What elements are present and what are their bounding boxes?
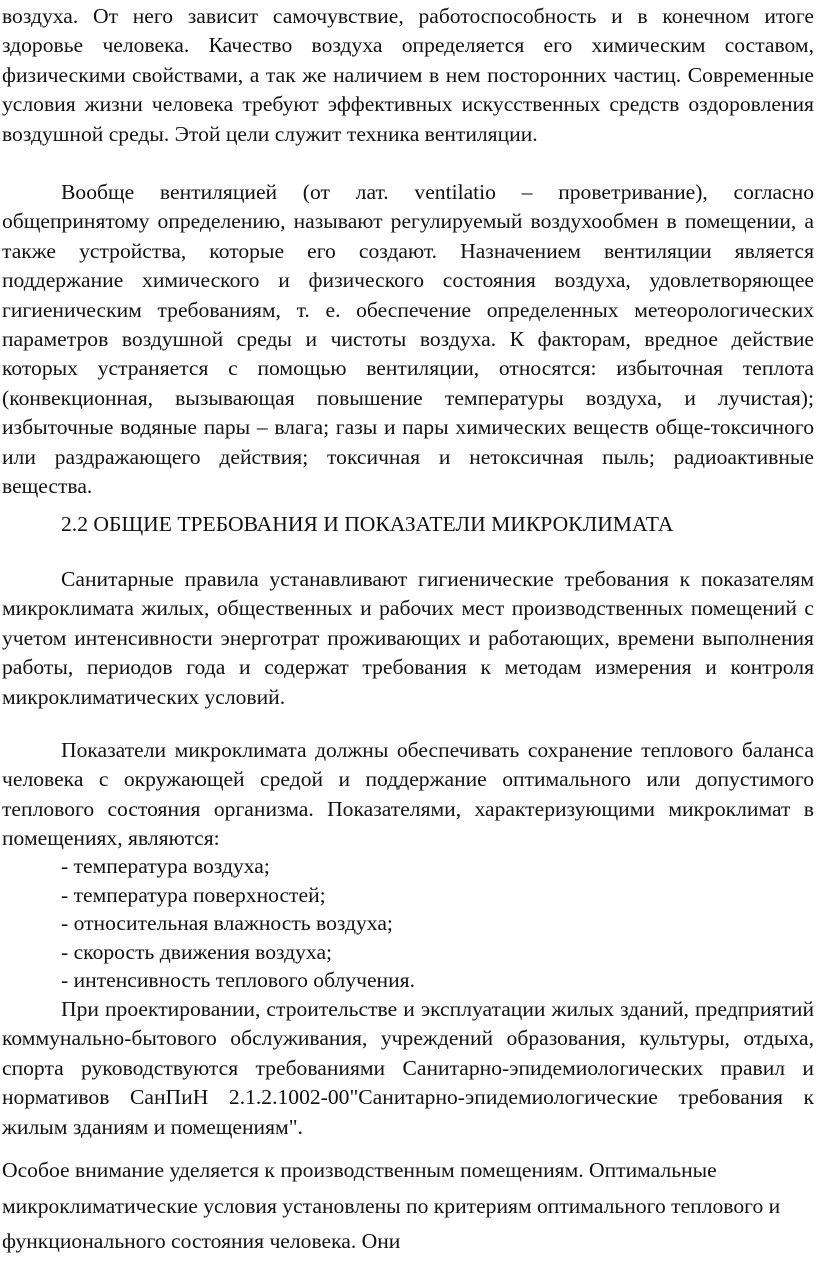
section-heading: 2.2 ОБЩИЕ ТРЕБОВАНИЯ И ПОКАЗАТЕЛИ МИКРОКЛИМАТА [61, 512, 674, 536]
paragraph-sanitary-rules: Санитарные правила устанавливают гигиенические требования к показателям микроклимата жилых, общественных и рабочих мест производственных помещений с учетом интенсивности энерготрат проживающих и работающих, времени выполнения работы, периодов года и содержат требования к методам измерения и контроля микроклиматических условий. [2, 567, 814, 709]
list-item: - интенсивность теплового облучения. [61, 968, 415, 993]
paragraph-design: При проектировании, строительстве и эксплуатации жилых зданий, предприятий коммунально-бытового обслуживания, учреждений образования, культуры, отдыха, спорта руководствуются требованиями Санитарно-эпидемиологических правил и нормативов СанПиН 2.1.2.1002-00"Санитарно-эпидемиологические требования к жилым зданиям и помещениям". [2, 997, 814, 1139]
paragraph-ventilation: Вообще вентиляцией (от лат. ventilatio – проветривание), согласно общепринятому определению, называют регулируемый воздухообмен в помещении, а также устройства, которые его создают. Назначением вентиляции является поддержание химического и физического состояния воздуха, удовлетворяющее гигиеническим требованиям, т. е. обеспечение определенных метеорологических параметров воздушной среды и чистоты воздуха. К факторам, вредное действие которых устраняется с помощью вентиляции, относятся: избыточная теплота (конвекционная, вызывающая повышение температуры воздуха, и лучистая); избыточные водяные пары – влага; газы и пары химических веществ обще-токсичного или раздражающего действия; токсичная и нетоксичная пыль; радиоактивные вещества. [2, 180, 814, 499]
paragraph-intro: воздуха. От него зависит самочувствие, работоспособность и в конечном итоге здоровье человека. Качество воздуха определяется его химическим составом, физическими свойствами, а так же наличием в нем посторонних частиц. Современные условия жизни человека требуют эффективных искусственных средств оздоровления воздушной среды. Этой цели служит техника вентиляции. [2, 4, 814, 146]
paragraph-production-premises: Особое внимание уделяется к производственным помещениям. Оптимальные микроклиматические условия установлены по критериям оптимального теплового и функционального состояния человека. Они [2, 1158, 781, 1253]
indicator-list [61, 852, 415, 995]
list-item: - температура воздуха; [61, 854, 270, 878]
paragraph-indicators: Показатели микроклимата должны обеспечивать сохранение теплового баланса человека с окружающей средой и поддержание оптимального или допустимого теплового состояния организма. Показателями, характеризующими микроклимат в помещениях, являются: [2, 738, 814, 851]
list-item: - скорость движения воздуха; [61, 939, 333, 964]
list-item: - относительная влажность воздуха; [61, 911, 393, 936]
list-item: - температура поверхностей; [61, 882, 326, 907]
